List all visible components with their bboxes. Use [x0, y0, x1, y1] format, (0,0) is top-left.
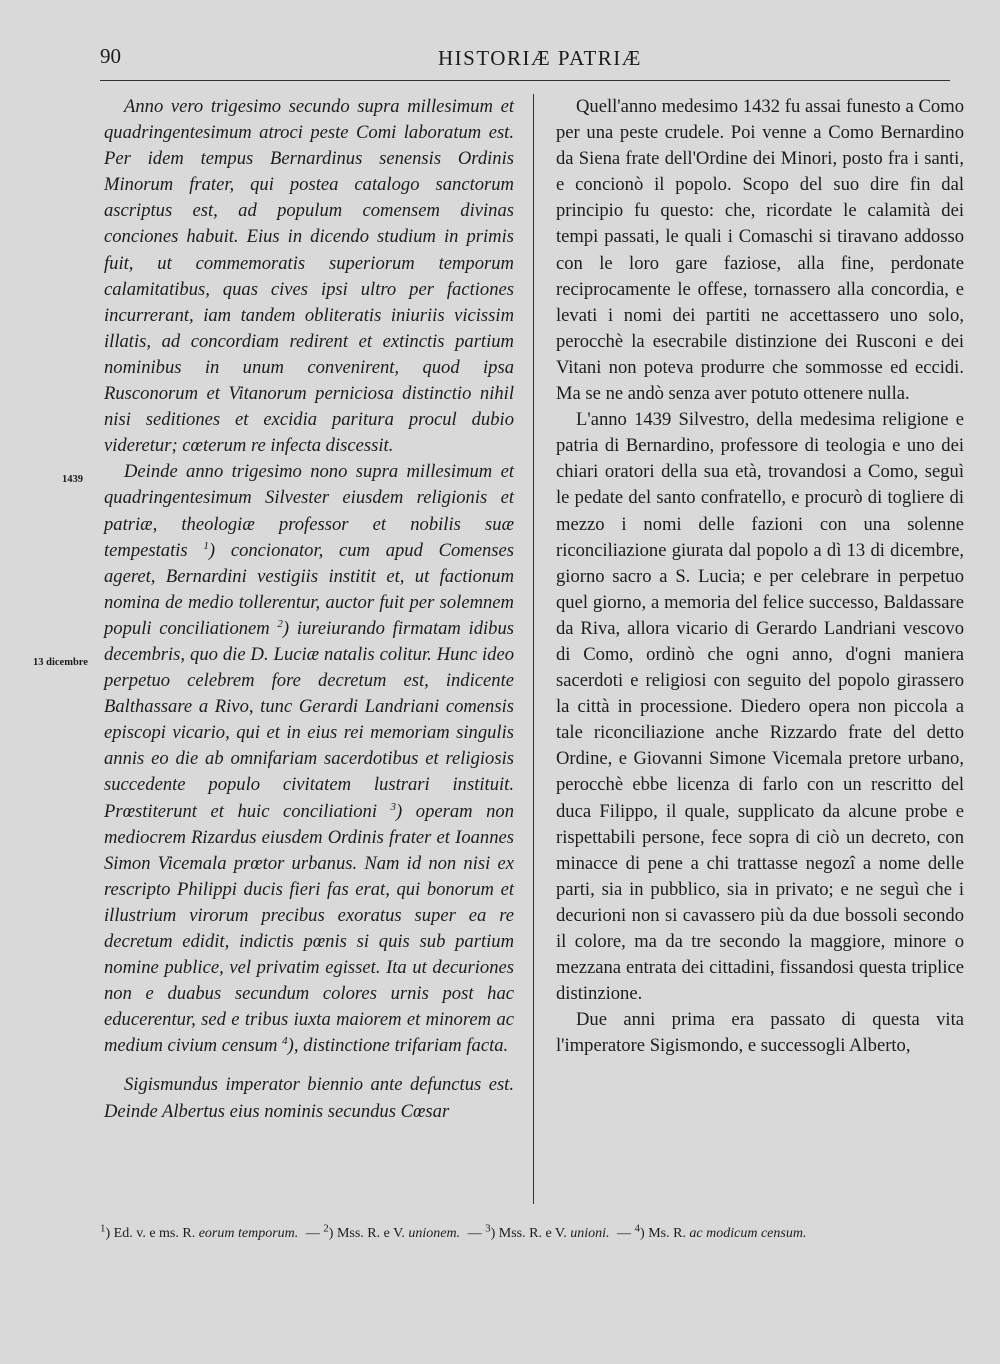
footnote-2: $^2$) Mss. R. e V. unionem.	[323, 1222, 461, 1241]
italian-paragraph-1: Quell'anno medesimo 1432 fu assai funesto a Como per una peste crudele. Poi venne a Como Bernardino da Siena frate dell'Ordine dei Minori, posto fra i santi, e concionò il popolo. Scopo del suo dire fin dal principio fu questo: che, ricordate le calamità dei tempi passati, le quali i Comaschi si tiravano addosso con le loro gare faziose, alla fine, perdonate reciprocamente le offese, tornassero alla concordia, e levati i nomi dei partiti ne accettassero uno solo, perocchè la esecrabile distinzione dei Rusconi e dei Vitani non poteva produrre che sommosse ed eccidi. Ma se ne andò senza aver potuto ottenere nulla.	[556, 96, 964, 405]
running-title: HISTORIÆ PATRIÆ	[438, 46, 642, 70]
margin-note-date: 13 dicembre	[33, 657, 88, 668]
footnote-4: $^4$) Ms. R. ac modicum censum.	[634, 1222, 807, 1241]
footnote-ref-1: 1	[203, 539, 209, 552]
italian-paragraph-2: L'anno 1439 Silvestro, della medesima religione e patria di Bernardino, professore di teologia e uno dei chiari oratori della sua età, trovandosi a Como, seguì le pedate del santo confratello, e procurò di togliere di mezzo i nomi delle fazioni con una solenne riconciliazione giurata dal popolo a dì 13 di dicembre, giorno sacro a S. Lucia; e per celebrare in perpetuo quel giorno, a memoria del felice successo, Baldassare da Riva, allora vicario di Gerardo Landriani vescovo di Como, ordinò che ogni anno, d'ogni maniera sacerdoti e religiosi con seguito del popolo girassero la città in processione. Diedero opera non piccola a tale riconciliazione anche Rizzardo frate del detto Ordine, e Giovanni Simone Vicemala pretore urbano, perocchè ebbe licenza di farlo con un rescritto del duca Filippo, il quale, supplicato da alcune probe e rispettabili persone, fece sopra di ciò un decreto, con minacce di pene a chi trattasse negozî a nome delle parti, sia in pubblico, sia in privato; e ne seguì che i decurioni non si cavassero più da due bossoli secondo il colore, ma da tre secondo la maggiore, minore o mezzana entrata dei cittadini, fissandosi questa triplice distinzione.	[556, 409, 964, 1005]
footnote-1: $^1$) Ed. v. e ms. R. eorum temporum.	[100, 1222, 299, 1241]
italian-paragraph-3: Due anni prima era passato di questa vita l'imperatore Sigismondo, e successogli Alberto,	[556, 1009, 964, 1057]
latin-column	[104, 94, 514, 1125]
header-rule	[100, 80, 950, 81]
footnote-ref-3: 3	[390, 800, 397, 813]
footnote-ref-2: 2	[277, 617, 283, 630]
italian-column	[556, 94, 964, 1059]
page-header	[100, 44, 950, 74]
margin-note-year: 1439	[62, 474, 83, 485]
footnote-3: $^3$) Mss. R. e V. unioni.	[485, 1222, 610, 1241]
column-divider	[533, 94, 534, 1204]
footnote-ref-4: 4	[282, 1035, 288, 1048]
latin-paragraph-1: Anno vero trigesimo secundo supra millesimum et quadringentesimum atroci peste Comi laboratum est. Per idem tempus Bernardinus senensis Ordinis Minorum frater, qui postea catalogo sanctorum ascriptus est, ad populum comensem divinas conciones habuit. Eius in dicendo studium in primis fuit, ut commemoratis superiorum temporum calamitatibus, quas cives ipsi ultro per factiones incurrerant, iam tandem obliteratis iniuriis vicissim illatis, ad concordiam redirent et extinctis partium nominibus in unum convenirent, quod ipsa Rusconorum et Vitanorum perniciosa distinctio nihil nisi seditiones et excidia paritura procul dubio videretur; cœterum re infecta discessit.	[104, 96, 514, 457]
footnotes: $^1$) Ed. v. e ms. R. eorum temporum. — $^2$) Mss. R. e V. unionem. — $^3$) Mss. R. e V. unioni. — $^4$) Ms. R. ac modicum censum.	[100, 1222, 807, 1241]
latin-paragraph-3: Sigismundus imperator biennio ante defunctus est. Deinde Albertus eius nominis secundus Cœsar	[104, 1074, 514, 1122]
page-number: 90	[100, 44, 121, 68]
latin-paragraph-2: Deinde anno trigesimo nono supra millesimum et quadringentesimum Silvester eiusdem religionis et patriæ, theologiæ professor et nobilis suæ tempestatis $^1$) concionator, cum apud Comenses ageret, Bernardini vestigiis institit et, ut factionum nomina de medio tollerentur, auctor fuit per solemnem populi conciliationem $^2$) iureiurando firmatam idibus decembris, quo die D. Luciæ natalis colitur. Hunc ideo perpetuo celebrem fore decretum est, indicente Balthassare a Rivo, tunc Gerardi Landriani comensis episcopi vicario, qui et in eius rei memoriam singulis annis eo die ab omnifariam sacerdotibus et religiosis succedente populo civitatem lustrari instituit. Prœstiterunt et huic conciliationi $^3$) operam non mediocrem Rizardus eiusdem Ordinis frater et Ioannes Simon Vicemala prœtor urbanus. Nam id non nisi ex rescripto Philippi ducis fieri fas erat, qui bonorum et illustrium virorum precibus exoratus super ea re decretum edidit, indictis pœnis si quis sub partium nomine publice, vel privatim egisset. Ita ut decuriones non e duabus secundum colores urnis post hac educerentur, sed e tribus iuxta maiorem et minorem ac medium civium censum $^4$), distinctione trifariam facta.	[104, 461, 515, 1057]
